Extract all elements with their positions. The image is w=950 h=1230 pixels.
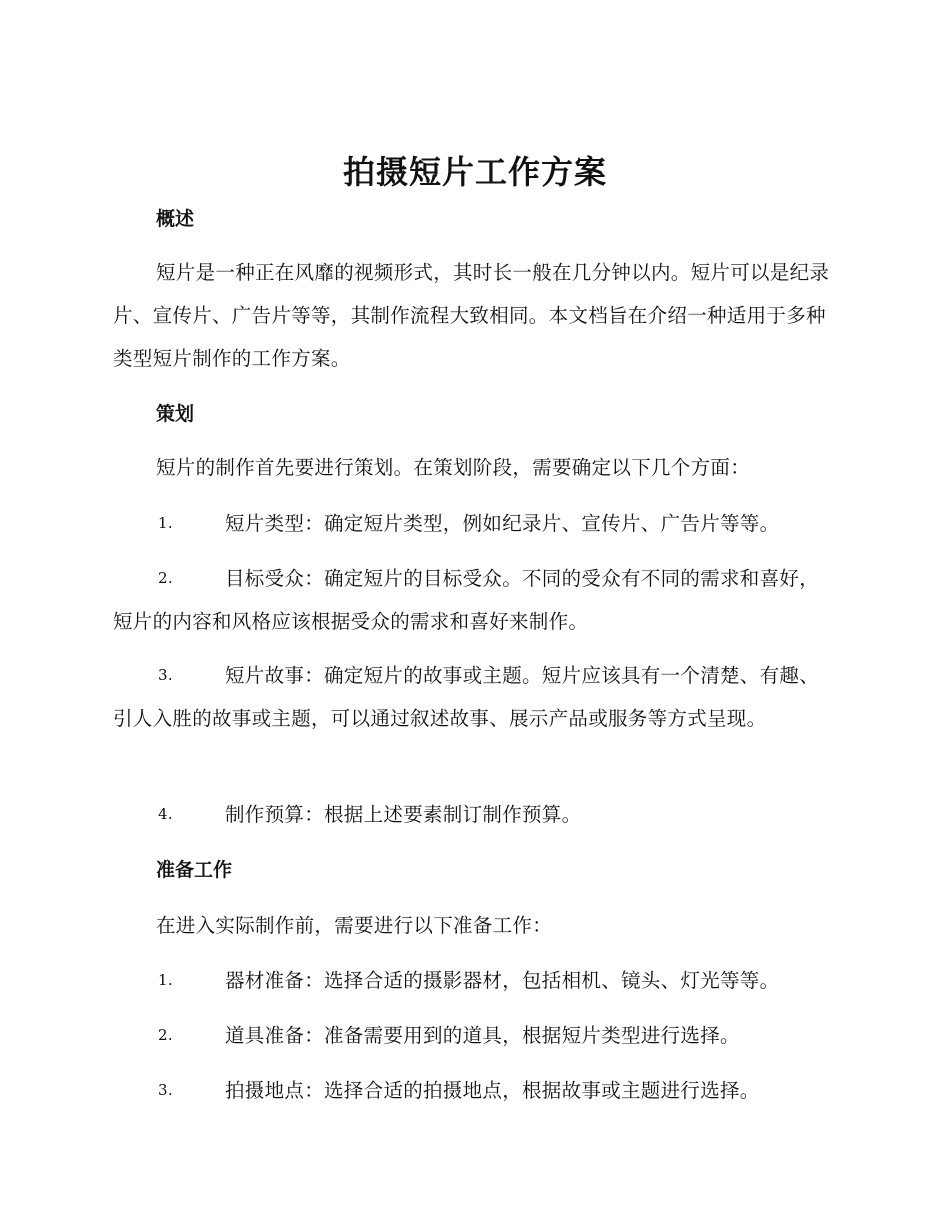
list-item: [113, 557, 833, 643]
list-item-text: 器材准备：选择合适的摄影器材，包括相机、镜头、灯光等等。: [225, 969, 780, 992]
list-item-number: 3.: [158, 666, 173, 684]
list-item-number: 1.: [158, 971, 173, 989]
list-item-text: 制作预算：根据上述要素制订制作预算。: [225, 803, 582, 826]
list-item: [113, 1069, 833, 1112]
list-item-number: 4.: [158, 805, 173, 823]
overview-paragraph: 短片是一种正在风靡的视频形式，其时长一般在几分钟以内。短片可以是纪录片、宣传片、广告片等等，其制作流程大致相同。本文档旨在介绍一种适用于多种类型短片制作的工作方案。: [113, 261, 830, 370]
list-item-number: 2.: [158, 569, 173, 587]
list-item: [113, 793, 833, 836]
list-item: [113, 502, 833, 545]
list-item-text: 短片类型：确定短片类型，例如纪录片、宣传片、广告片等等。: [225, 512, 780, 535]
section-heading-preparation: 准备工作: [156, 859, 233, 881]
list-item-number: 2.: [158, 1026, 173, 1044]
list-item-number: 1.: [158, 514, 173, 532]
list-item: [113, 1014, 833, 1057]
preparation-intro: 在进入实际制作前，需要进行以下准备工作：: [156, 914, 553, 937]
list-item-text: 道具准备：准备需要用到的道具，根据短片类型进行选择。: [225, 1024, 740, 1047]
list-item-text: 短片故事：确定短片的故事或主题。短片应该具有一个清楚、有趣、引人入胜的故事或主题，可以通过叙述故事、展示产品或服务等方式呈现。: [113, 664, 820, 730]
planning-intro: 短片的制作首先要进行策划。在策划阶段，需要确定以下几个方面：: [156, 456, 751, 479]
list-item-text: 目标受众：确定短片的目标受众。不同的受众有不同的需求和喜好，短片的内容和风格应该根据受众的需求和喜好来制作。: [113, 567, 820, 633]
document-title: 拍摄短片工作方案: [342, 153, 607, 191]
section-heading-planning: 策划: [156, 403, 195, 425]
section-heading-overview: 概述: [156, 208, 195, 230]
list-item: [113, 654, 833, 740]
list-item-text: 拍摄地点：选择合适的拍摄地点，根据故事或主题进行选择。: [225, 1079, 760, 1102]
list-item-number: 3.: [158, 1081, 173, 1099]
list-item: [113, 959, 833, 1002]
